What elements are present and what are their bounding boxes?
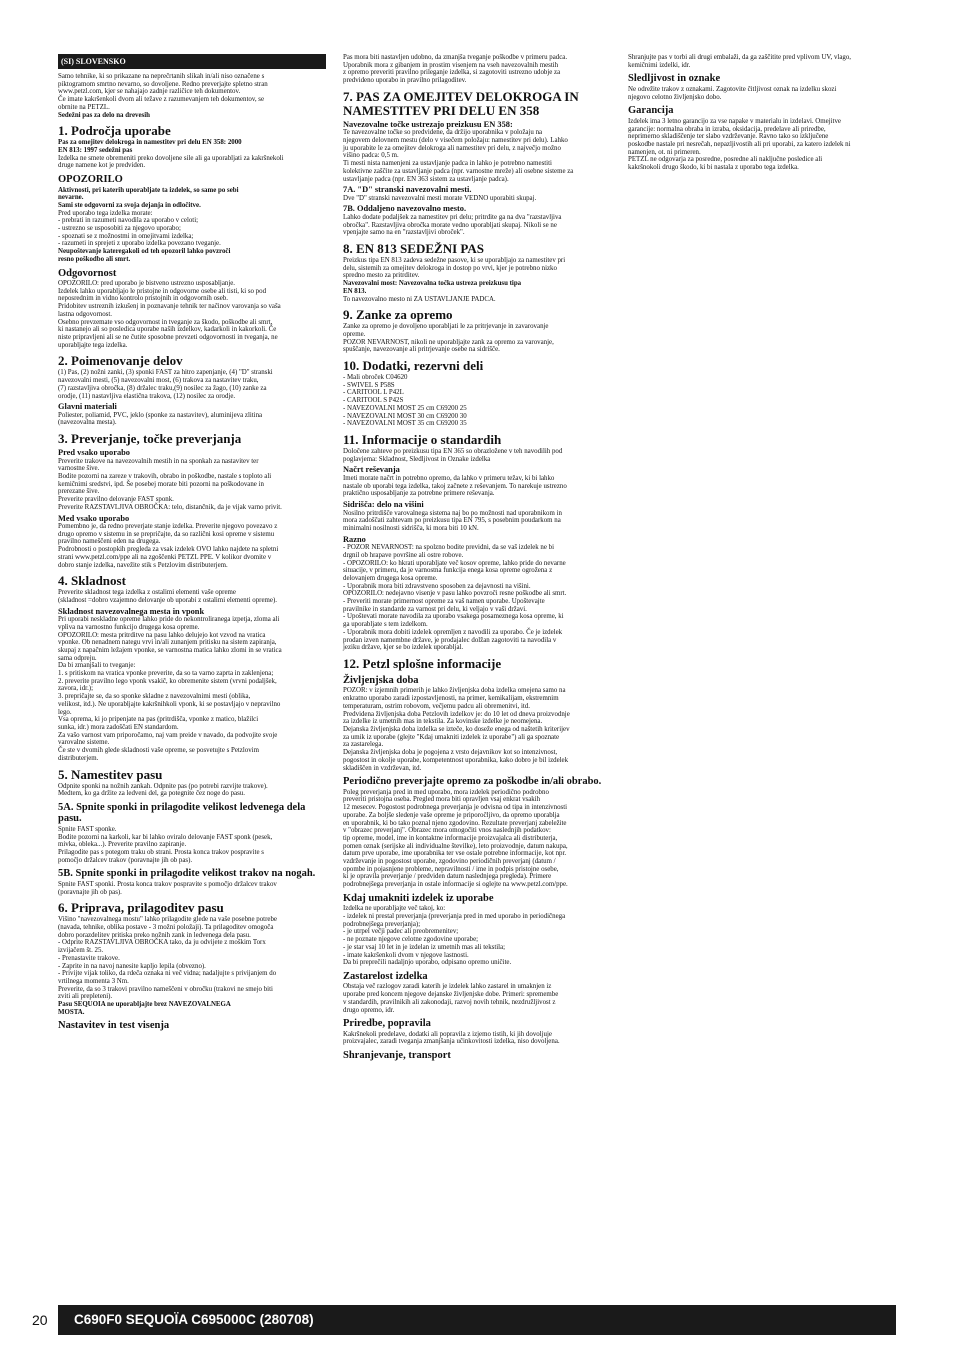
- paragraph: Spnite FAST sponke. Bodite pozorni na karkoli, kar bi lahko oviralo delovanje FAST sponk (pesek, mivka, obleka...). Preverite pravilno zapiranje. Prilagodite pas s potegom traku ob strani. Prosta konca trakov pospravite s pomočjo držalcev trakov (poravnajte jih ob pas).: [58, 825, 273, 864]
- minor-heading: Med vsako uporabo: [58, 513, 130, 523]
- section-heading: 10. Dodatki, rezervni deli: [343, 358, 484, 374]
- paragraph: To navezovalno mesto ni ZA USTAVLJANJE PADCA.: [343, 295, 496, 303]
- product-code: C690F0 SEQUOÏA C695000C (280708): [74, 1312, 314, 1327]
- subsection-heading: OPOZORILO: [58, 174, 123, 186]
- section-heading: 12. Petzl splošne informacije: [343, 655, 502, 671]
- minor-heading: Razno: [343, 534, 366, 544]
- bold-paragraph: Pasu SEQUOIA ne uporabljajte brez NAVEZOVALNEGA MOSTA.: [58, 1001, 231, 1016]
- paragraph: Nosilno pritrdišče varovalnega sistema naj bo po možnosti nad uporabnikom in mora zadoščati zahtevam po preizkusu tipa EN 795, s posebnim poudarkom na minimalni nosilnosti sidrišča, ki mora biti 10 kN.: [343, 509, 562, 532]
- bold-paragraph: Navezovalni most: Navezovalna točka ustreza preizkusu tipa EN 813.: [343, 280, 522, 295]
- section-heading: 7. PAS ZA OMEJITEV DELOKROGA IN NAMESTITEV PRI DELU EN 358: [343, 88, 579, 118]
- minor-heading: Glavni materiali: [58, 402, 117, 412]
- paragraph: Višino "navezovalnega mostu" lahko prilagodite glede na vaše posebne potrebe (navada, tehnike, oblika postave - 3 možni položaji). Ta prilagoditev omogoča dobro porazdelitev pritiska preko nožnih zank in ledvenega dela pasu. - Odprite RAZSTAVLJIVA OBROČKA tako, da ju odvijete z moškim Torx izvijačem št. 25. - Prenastavite trakove. - Zaprite in na navoj nanesite kapljo lepila (obvezno). - Privijte vijak toliko, da rdeča oznaka ni več vidna; nadaljujte s privijanjem do vrtilnega momenta 3 Nm. Preverite, da so 3 trakovi pravilno nameščeni v obročku (trakovi ne smejo biti zviti ali prepleteni).: [58, 916, 277, 1001]
- paragraph: Poliester, poliamid, PVC, jeklo (sponke za nastavitev), aluminijeva zlitina (navezovalna mesta).: [58, 411, 263, 427]
- paragraph: Pas mora biti nastavljen udobno, da zmanjša tveganje poškodbe v primeru padca. Uporabnik mora z gibanjem in prostim visenjem na vseh navezovalnih mestih z opremo preveriti pravilno prileganje izdelka, si zagotoviti ustrezno udobje za predvideno uporabo in pravilno prilagoditev.: [343, 54, 568, 85]
- section-heading: 5. Namestitev pasu: [58, 766, 163, 782]
- section-heading: 2. Poimenovanje delov: [58, 353, 183, 369]
- language-label: (SI) SLOVENSKO: [58, 54, 326, 69]
- paragraph: Te navezovalne točke so predvidene, da držijo uporabnika v položaju na njegovem delovnem mestu (delo v visečem položaju: namestitev pri delu). Lahko ju uporabite le za omejitev delokroga ali namestitev pri delu, z največjo možno višino padca: 0,5 m. Ti mesti nista namenjeni za ustavljanje padca in lahko je potrebno namestiti kolektivne zaščite za ustavljanje padca (npr. varnostne mreže) ali osebne sisteme za ustavljanje padca (npr. EN 363 sistem za ustavljanje padca).: [343, 129, 574, 183]
- paragraph: Izdelek ima 3 letno garancijo za vse napake v materialu in izdelavi. Omejitve garancije: normalna obraba in izraba, oksidacija, predelave ali priredbe, neprimerno skladiščenje ter slabo vzdrževanje. Ravno tako so izključene poskodbe nastale pri nesrečah, nepazljivostih ali pri uporabi, za katero izdelek ni namenjen, ot. ni primeren. PETZL ne odgovarja za posredne, posredne ali naključne posledice ali kakršnokoli drugo škodo, ki bi nastala z uporabo tega izdelka.: [628, 117, 851, 172]
- paragraph: - POZOR NEVARNOST: na spolzno bodite previdni, da se vaš izdelek ne bi drgnil ob hrapave površine ali ostre robove. - OPOZORILO: ko hkrati uporabljate več kosov opreme, lahko pride do nevarne situacije, v primeru, da je varnostna funkcija enega kosa opreme ogrožena z delovanjem drugega kosa opreme. - Uporabnik mora biti zdravstveno sposoben za dejavnosti na višini. OPOZORILO: nedejavno visenje v pasu lahko povzroči resne poškodbe ali smrt. - Preveriti morate primernost opreme za vaš namen uporabe. Upoštevajte pravilnike in standarde za varnost pri delu, ki veljajo v vaši državi. - Upoštevati morate navodila za uporabo vsakega posameznega kosa opreme, ki ga uporabljate s tem izdelkom. - Uporabnik mora dobiti izdelek opremljen z navodili za uporabo. Če je izdelek prodan izven namembne države, je prodajalec dolžan zagotoviti ta navodila v jeziku države, kjer se bo izdelek uporabljal.: [343, 544, 567, 652]
- paragraph: Dve "D" stranski navezovalni mesti morate VEDNO uporabiti skupaj.: [343, 194, 537, 202]
- paragraph: OPOZORILO: pred uporabo je bistveno ustrezno usposabljanje. Izdelek lahko uporabljajo le pristojne in odgovorne osebe ali tisti, ki so pod neposrednim in vidno kontrolo pristojnih in odgovornih oseb. Pridobitev ustreznih izkušenj in poznavanje tehnik ter načinov varovanja so vaša lastna odgovornost. Osebno prevzemate vso odgovornost in tveganje za škodo, poškodbe ali smrt, ki nastanejo ali so posledica uporabe naših izdelkov, kadarkoli in kakorkoli. Če niste pripravljeni ali se ne čutite sposobne prevzeti odgovornosti in tveganja, ne uporabljajte tega izdelka.: [58, 280, 281, 349]
- section-heading: 9. Zanke za opremo: [343, 307, 453, 323]
- text-column-1: [58, 54, 326, 1033]
- paragraph: Pri uporabi neskladne opreme lahko pride do nekontroliranega izpetja, zloma ali vpliva na varnostno funkcijo drugega kosa opreme. OPOZORILO: mesta pritrditve na pasu lahko delujejo kot vzvod na vratica vponke. Ob nenadnem nategu vrvi in/ali zunanjem pritisku na sistem zapiranja, skupaj z napačnim ležajem vponke, se varnostna matica lahko zlomi in se vratica sama odpreju. Da bi zmanjšali to tveganje: 1. s pritiskom na vratica vponke preverite, da so ta varno zaprta in zaklenjena; 2. preverite pravilno lego vponk vsakič, ko obremenite sistem (vrvni podaljšek, zavora, idr.); 3. prepričajte se, da so sponke skladne z navezovalnimi mesti (oblika, velikost, itd.). Ne uporabljajte kakršnihkoli vponk, ki se postavljajo v nepravilno lego. Vsa oprema, ki jo pripenjate na pas (pritrdišča, vponke z matico, blažilci sunka, idr.) mora zadoščati EN standardom. Za vašo varnost vam priporočamo, naj vam preide v navado, da podvojite svoje varovalne sisteme. Če ste v dvomih glede skladnosti vaše opreme, se posvetujte s Petzlovim distributerjem.: [58, 616, 282, 762]
- paragraph: POZOR: v izjemnih primerih je lahko življenjska doba izdelka omejena samo na enkratno uporabo zaradi izpostavljenosti, na primer, kemikalijam, ekstremnim temperaturam, ostrim robovom, večjemu padcu ali obremenitvi, itd.: [343, 687, 566, 710]
- paragraph: Obstaja več razlogov zaradi katerih je izdelek lahko zastarel in umaknjen iz uporabe pred koncem njegove dejanske življenjske dobe. Primeri: spremembe v standardih, pravilnikih ali zakonodaji, razvoj novih tehnik, nezdružljivost z drugo opremo, idr.: [343, 983, 559, 1014]
- paragraph: Preizkus tipa EN 813 zadeva sedežne pasove, ki se uporabljajo za namestitev pri delu, sistemih za omejitev delokroga in dostop po vrvi, kjer je potrebno nizko spredno mesto za pritrditev.: [343, 257, 566, 280]
- paragraph: Preverite skladnost tega izdelka z ostalimi elementi vaše opreme (skladnost =dobro vzajemno delovanje ob uporabi z ostalimi elementi opreme).: [58, 589, 277, 604]
- text-column-3: [628, 54, 896, 172]
- column-1-body: [58, 73, 326, 1032]
- section-heading: 8. EN 813 SEDEŽNI PAS: [343, 241, 484, 257]
- paragraph: Predvidena življenjska doba Petzlovih izdelkov je: do 10 let od dneva proizvodnje za izdelke iz umetnih mas in tekstila. Za kovinske izdelke je neomejena. Dejanska življenjska doba izdelka se izteče, ko doseže enega od naštetih kriterijev za umik iz uporabe (glejte "Kdaj umakniti izdelek iz uporabe") ali ga spoznate za zastarelega. Dejanska življenjska doba je pogojena z vrsto dejavnikov kot so intenzivnost, pogostost in okolje uporabe, kompetentnost uporabnika, kako dobro je bil izdelek skladiščen in vzdrževan, itd.: [343, 710, 570, 772]
- subsection-heading: 5A. Spnite sponki in prilagodite velikost ledvenega dela pasu.: [58, 801, 306, 825]
- subsection-heading: Življenjska doba: [343, 674, 419, 686]
- bold-paragraph: Sedežni pas za delo na drevesih: [58, 111, 150, 119]
- paragraph: Ne odrežite trakov z oznakami. Zagotovite čitljivost oznak na izdelku skozi njegovo celotno življenjsko dobo.: [628, 85, 837, 101]
- paragraph: (1) Pas, (2) nožni zanki, (3) sponki FAST za hitro zapenjanje, (4) "D" stranski navezovalni mesti, (5) navezovalni most, (6) trakova za nastavitev traku, (7) razstavljiva obročka, (8) držalec traku,(9) nosilec za žago, (10) zanke za orodje, (11) nastavljiva elastična trakova, (12) nosilec za orodje.: [58, 369, 273, 400]
- paragraph: Izdelka ne smete obremeniti preko dovoljene sile ali ga uporabljati za kakršnekoli druge namene kot je predviden.: [58, 154, 284, 170]
- minor-heading: Navezovalne točke ustrezajo preizkusu EN 358:: [343, 119, 513, 129]
- page-number: 20: [32, 1312, 48, 1328]
- text-column-2: [343, 54, 611, 1063]
- paragraph: Kakršnekoli predelave, dodatki ali popravila z izjemo tistih, ki jih dovoljuje proizvajalec, zaradi tveganja zmanjšanja učinkovitosti izdelka, niso dovoljena.: [343, 1030, 560, 1046]
- subsection-heading: Odgovornost: [58, 267, 117, 279]
- section-heading: 11. Informacije o standardih: [343, 432, 502, 447]
- bold-paragraph: Pas za omejitev delokroga in namestitev pri delu EN 358: 2000 EN 813: 1997 sedežni pas: [58, 139, 242, 154]
- section-heading: 6. Priprava, prilagoditev pasu: [58, 900, 224, 916]
- section-heading: 4. Skladnost: [58, 573, 126, 589]
- subsection-heading: Nastavitev in test visenja: [58, 1020, 170, 1032]
- subsection-heading: Sledljivost in oznake: [628, 73, 721, 85]
- section-heading: 1. Področja uporabe: [58, 123, 171, 139]
- bold-paragraph: Neupoštevanje kateregakoli od teh opozoril lahko povzroči resno poškodbo ali smrt.: [58, 248, 231, 263]
- column-3-body: [628, 54, 896, 172]
- column-2-body: [343, 54, 611, 1062]
- paragraph: Spnite FAST sponki. Prosta konca trakov pospravite s pomočjo držalcev trakov (poravnajte jih ob pas).: [58, 880, 277, 896]
- paragraph: Izdelka ne uporabljajte več takoj, ko: - izdelek ni prestal preverjanja (preverjanja pred in med uporabo in periodičnega podrobnejšega preverjanja); - je utrpel večji padec ali preobremenitev; - ne poznate njegove celotne zgodovine uporabe; - je star vsaj 10 let in je izdelan iz umetnih mas ali tekstila; - imate kakršenkoli dvom v njegove lastnosti. Da bi preprečili nadaljnjo uporabo, odpisano opremo uničite.: [343, 905, 566, 967]
- footer-bar: [58, 1305, 896, 1335]
- minor-heading: Pred vsako uporabo: [58, 448, 130, 458]
- minor-heading: Skladnost navezovalnega mesta in vponk: [58, 606, 205, 616]
- bold-paragraph: Aktivnosti, pri katerih uporabljate ta izdelek, so same po sebi nevarne. Sami ste odgovorni za svoja dejanja in odločitve.: [58, 186, 239, 209]
- paragraph: Odpnite sponki na nožnih zankah. Odpnite pas (po potrebi razvijte trakove). Medtem, ko ga držite za ledveni del, ga potegnite čez noge do pasu.: [58, 782, 268, 798]
- subsection-heading: Shranjevanje, transport: [343, 1050, 451, 1062]
- paragraph: Samo tehnike, ki so prikazane na neprečrtanih slikah in/ali niso označene s piktogramom smrtno nevarno, so dovoljene. Redno preverjajte spletno stran www.petzl.com, kjer se nahajajo zadnje različice teh dokumentov. Če imate kakršenkoli dvom ali težave z razumevanjem teh dokumentov, se obrnite na PETZL.: [58, 73, 268, 111]
- paragraph: Zanke za opremo je dovoljeno uporabljati le za pritrjevanje in zavarovanje opreme. POZOR NEVARNOST, nikoli ne uporabljajte zank za opremo za varovanje, spuščanje, navezovanje ali pritrjevanje osebe na sidrišče.: [343, 323, 554, 354]
- subsection-heading: Kdaj umakniti izdelek iz uporabe: [343, 892, 494, 904]
- subsection-heading: 5B. Spnite sponki in prilagodite velikost trakov na nogah.: [58, 868, 316, 880]
- subsection-heading: Priredbe, popravila: [343, 1018, 431, 1030]
- paragraph: Poleg preverjanja pred in med uporabo, mora izdelek periodično podrobno preveriti pristojna oseba. Pregled mora biti opravljen vsaj enkrat vsakih 12 mesecev. Pogostost podrobnega preverjanja je odvisna od tipa in intenzivnosti uporabe. Za boljše sledenje vaše opreme je priporočljivo, da opremo uporablja en uporabnik, ki bo tako poznal njeno zgodovino. Rezultate preverjanj zabeležite v "obrazec preverjanj". Obrazec mora omogočiti vnos naslednjih podatkov: tip opreme, model, ime in kontaktne informacije proizvajalca ali distributerja, pomen oznak (serijske ali individualne številke), leto proizvodnje, datum nakupa, datum prve uporabe, ime uporabnika ter vse ostale potrebne informacije, kot npr. vzdrževanje in pogostost uporabe, zgodovino periodičnih preverjanj (datum / opombe in pojasnjene probleme, nepravilnosti / ime in podpis pristojne osebe, ki je opravila preverjanje / predviden datum naslednjega pregleda). Primere podrobnejšega preverjanja in ostale informacije si oglejte na www.petzl.com/ppe.: [343, 788, 568, 889]
- paragraph: Imeti morate načrt in potrebno opremo, da lahko v primeru težav, ki bi lahko nastale ob uporabi tega izdelka, takoj začnete z reševanjem. To narekuje ustrezno praktično usposabljanje za potrebne primere reševanja.: [343, 474, 567, 498]
- section-heading: 3. Preverjanje, točke preverjanja: [58, 431, 242, 447]
- minor-heading: 7B. Oddaljeno navezovalno mesto.: [343, 204, 467, 214]
- paragraph: Lahko dodate podaljšek za namestitev pri delu; pritrdite ga na dva "razstavljiva obročka". Razstavljiva obročka morate vedno uporabljati skupaj. Nikoli se ne vpenjajte samo na en "razstavljivi obroček".: [343, 213, 562, 237]
- paragraph: Preverite trakove na navezovalnih mestih in na sponkah za nastavitev ter varnostne šive. Bodite pozorni na zareze v trakovih, obrabo in poškodbe, nastale s toploto ali kemičnimi sredstvi, ipd. Še posebej morate biti pozorni na poškodovane in prerezane šive. Preverite pravilno delovanje FAST sponk. Preverite RAZSTAVLJIVA OBROČKA: telo, distančnik, da je vijak varno privit.: [58, 457, 282, 511]
- minor-heading: 7A. "D" stranski navezovalni mesti.: [343, 185, 472, 195]
- paragraph: - Mali obroček C04620 - SWIVEL S P58S - CARITOOL L P42L - CARITOOL S P42S - NAVEZOVALNI MOST 25 cm C69200 25 - NAVEZOVALNI MOST 30 cm C69200 30 - NAVEZOVALNI MOST 35 cm C69200 35: [343, 374, 467, 428]
- subsection-heading: Zastarelost izdelka: [343, 970, 428, 982]
- paragraph: Določene zahteve po preizkusu tipa EN 365 so obrazložene v teh navodilih pod poglavjema: Skladnost, Sledljivost in Oznake izdelka: [343, 448, 563, 463]
- subsection-heading: Garancija: [628, 105, 674, 117]
- paragraph: Pred uporabo tega izdelka morate: - prebrati in razumeti navodila za uporabo v celoti; - ustrezno se usposobiti za njegovo uporabo; - spoznati se z možnostmi in omejitvami izdelka; - razumeti in sprejeti z uporabo izdelka povezano tveganje.: [58, 209, 221, 248]
- paragraph: Pomembno je, da redno preverjate stanje izdelka. Preverite njegovo povezavo z drugo opremo v sistemu in se prepričajte, da so različni kosi opreme v sistemu pravilno nameščeni eden na drugega. Podrobnosti o postopkih pregleda za vsak izdelek OVO lahko najdete na spletni strani www.petzl.com/ppe ali na zgoščenki PETZL PPE. V kolikor dvomite v dobro stanje izdelka, navežite stik s Petzlovim distributerjem.: [58, 523, 279, 569]
- paragraph: Shranjujte pas v torbi ali drugi embalaži, da ga zaščitite pred vplivom UV, vlago, kemičnimi izdelki, idr.: [628, 54, 851, 69]
- minor-heading: Načrt reševanja: [343, 465, 400, 475]
- minor-heading: Sidrišča: delo na višini: [343, 500, 424, 510]
- subsection-heading: Periodično preverjajte opremo za poškodbe in/ali obrabo.: [343, 776, 602, 788]
